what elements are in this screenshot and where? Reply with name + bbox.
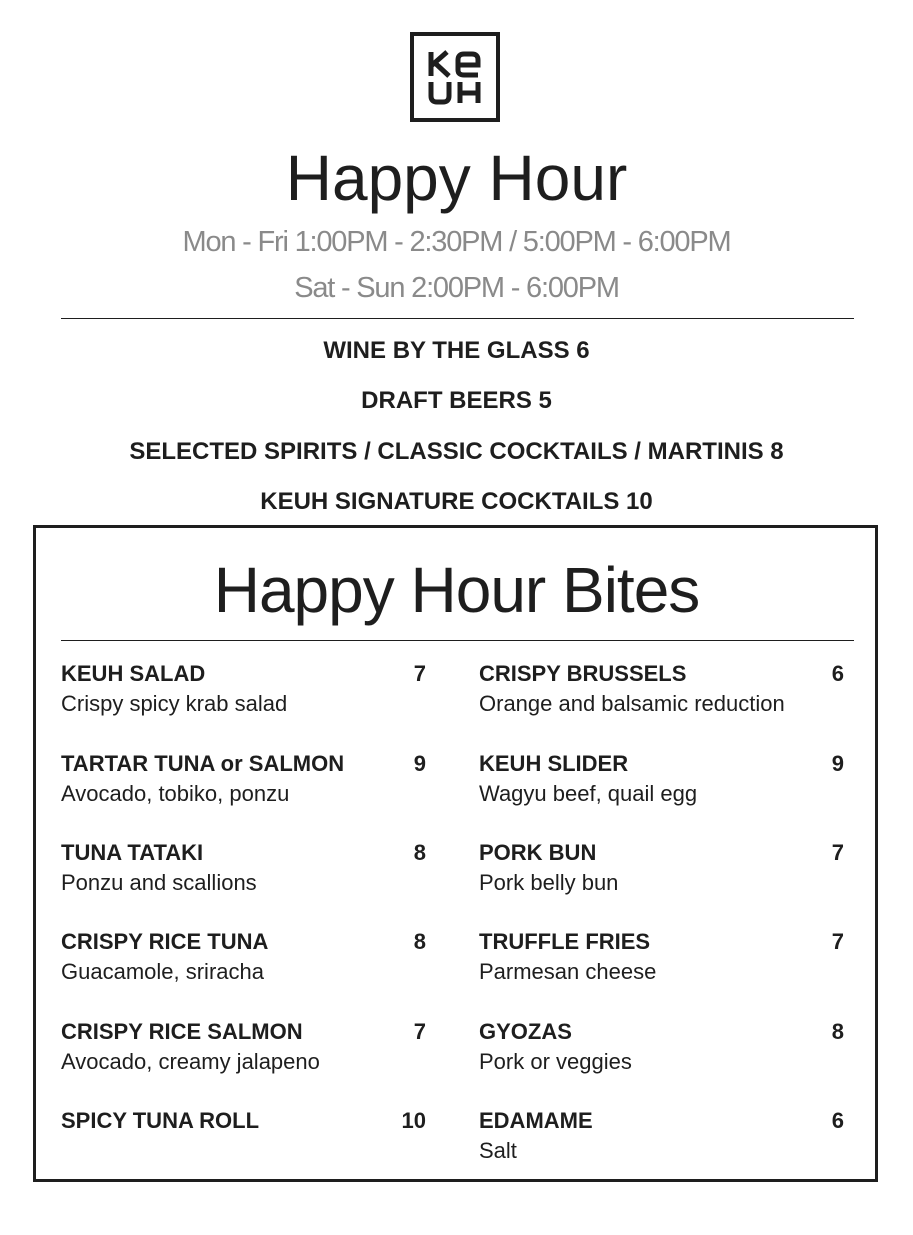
item-price: 10 bbox=[401, 1108, 426, 1133]
item-description: Orange and balsamic reduction bbox=[479, 691, 785, 716]
menu-item bbox=[61, 839, 426, 899]
item-description: Pork belly bun bbox=[479, 870, 619, 895]
menu-item bbox=[61, 1018, 426, 1078]
item-price: 8 bbox=[413, 929, 426, 954]
item-description: Avocado, tobiko, ponzu bbox=[61, 781, 290, 806]
item-name: CRISPY RICE SALMON bbox=[61, 1019, 303, 1044]
item-name: EDAMAME bbox=[479, 1108, 593, 1133]
item-price: 6 bbox=[831, 661, 844, 686]
item-description: Pork or veggies bbox=[479, 1049, 632, 1074]
menu-item bbox=[479, 1018, 844, 1078]
menu-item bbox=[479, 750, 844, 810]
item-description: Avocado, creamy jalapeno bbox=[61, 1049, 320, 1074]
menu-item bbox=[479, 1107, 844, 1167]
item-description: Salt bbox=[479, 1138, 517, 1163]
item-name: PORK BUN bbox=[479, 840, 597, 865]
item-price: 7 bbox=[413, 661, 426, 686]
item-name: CRISPY RICE TUNA bbox=[61, 929, 269, 954]
drink-item-wine: WINE BY THE GLASS 6 bbox=[323, 337, 590, 364]
item-description: Wagyu beef, quail egg bbox=[479, 781, 698, 806]
item-price: 7 bbox=[831, 840, 844, 865]
item-price: 6 bbox=[831, 1108, 844, 1133]
menu-item bbox=[61, 928, 426, 988]
item-name: TRUFFLE FRIES bbox=[479, 929, 651, 954]
item-price: 7 bbox=[413, 1019, 426, 1044]
item-description: Crispy spicy krab salad bbox=[61, 691, 288, 716]
item-name: CRISPY BRUSSELS bbox=[479, 661, 687, 686]
item-description: Parmesan cheese bbox=[479, 959, 657, 984]
menu-item bbox=[479, 660, 844, 720]
item-name: SPICY TUNA ROLL bbox=[61, 1108, 260, 1133]
item-price: 8 bbox=[831, 1019, 844, 1044]
item-description: Guacamole, sriracha bbox=[61, 959, 264, 984]
menu-item bbox=[479, 839, 844, 899]
weekday-hours: Mon - Fri 1:00PM - 2:30PM / 5:00PM - 6:00PM bbox=[182, 226, 731, 258]
item-price: 8 bbox=[413, 840, 426, 865]
drink-item-signature-cocktails: KEUH SIGNATURE COCKTAILS 10 bbox=[260, 488, 653, 515]
item-description: Ponzu and scallions bbox=[61, 870, 257, 895]
menu-item bbox=[61, 750, 426, 810]
menu-item bbox=[479, 928, 844, 988]
item-name: KEUH SLIDER bbox=[479, 751, 629, 776]
item-name: KEUH SALAD bbox=[61, 661, 206, 686]
bites-divider bbox=[61, 640, 854, 641]
item-name: TUNA TATAKI bbox=[61, 840, 204, 865]
weekend-hours: Sat - Sun 2:00PM - 6:00PM bbox=[294, 272, 619, 304]
item-name: TARTAR TUNA or SALMON bbox=[61, 751, 345, 776]
item-price: 9 bbox=[831, 751, 844, 776]
keuh-logo-icon bbox=[410, 32, 500, 122]
item-price: 7 bbox=[831, 929, 844, 954]
page-title: Happy Hour bbox=[285, 142, 628, 214]
item-name: GYOZAS bbox=[479, 1019, 572, 1044]
header-divider bbox=[61, 318, 854, 319]
drink-item-beer: DRAFT BEERS 5 bbox=[361, 387, 552, 414]
menu-item bbox=[61, 1107, 426, 1167]
menu-item bbox=[61, 660, 426, 720]
bites-title: Happy Hour Bites bbox=[213, 554, 700, 626]
item-price: 9 bbox=[413, 751, 426, 776]
drink-item-spirits: SELECTED SPIRITS / CLASSIC COCKTAILS / MARTINIS 8 bbox=[129, 438, 784, 465]
